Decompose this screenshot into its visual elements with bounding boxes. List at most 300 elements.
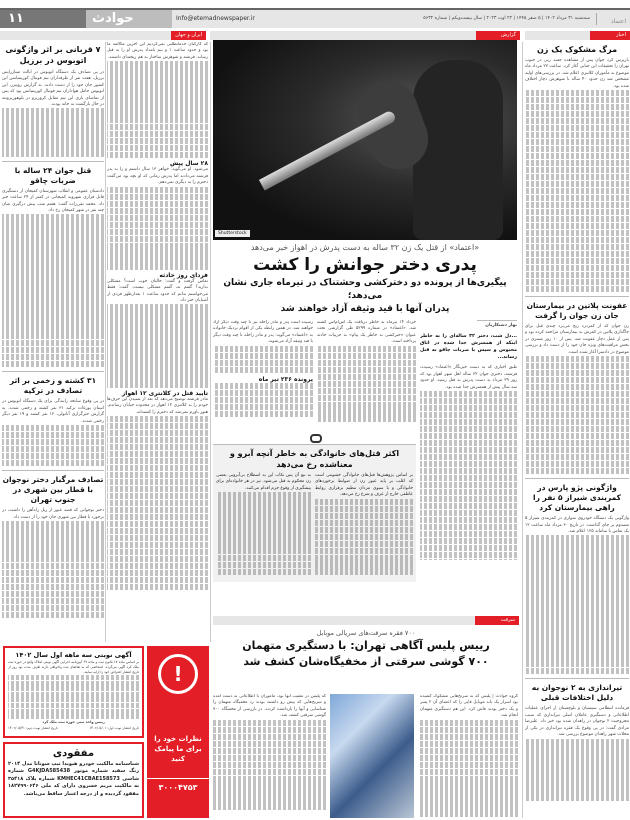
sms-text: نظرات خود را برای ما پیامک کنید [154, 735, 202, 763]
story-body: تماس گرفت و گفت: حالتان خوب است؟ مشکلی ندارید؟ گفتم نه، گفتم مشکلی نیست. گفت: فقط می‌خواستم بدانم که حدود ساعت ۱ بعدازظهر فردی از آشنایان خبر داد. [107, 278, 208, 304]
news-title: عفونت پلاتین در بیمارستان جان زن جوان را گرفت [526, 300, 628, 320]
text-line [2, 270, 104, 276]
text-line [317, 415, 416, 421]
text-line [107, 318, 208, 324]
text-line [525, 370, 629, 376]
text-line [107, 194, 208, 200]
sms-number[interactable]: ۳۰۰۰۴۷۵۳ [147, 778, 209, 792]
analysis-box [213, 444, 416, 582]
text-line [525, 237, 629, 243]
text-line [525, 542, 629, 548]
text-line [525, 146, 629, 152]
text-line [213, 748, 326, 754]
divider [477, 320, 517, 321]
text-line [107, 458, 208, 464]
text-line [420, 398, 517, 404]
text-line [525, 598, 629, 604]
text-line [315, 527, 413, 533]
notice-signature: رییس واحد ثبتی حوزه ثبت ملک کرد [42, 719, 105, 724]
text-line [525, 398, 629, 404]
text-line [2, 563, 104, 569]
story-body: مادر فرشته توضیح می‌دهد که بعد از شنیدن این حرف‌ها خودم را به کلانتری ۱۲ اهواز در محدوده خیابان رساندم. هنوز باورم نمی‌شد که دخترم را کشته‌اند. [107, 396, 208, 415]
lost-document-ad [3, 742, 144, 818]
text-line [317, 395, 416, 401]
text-line [525, 188, 629, 194]
text-line [213, 346, 313, 352]
text-line [107, 374, 208, 380]
text-line [525, 363, 629, 369]
text-line [525, 647, 629, 653]
text-line [213, 769, 326, 775]
text-line [525, 279, 629, 285]
text-line [107, 423, 208, 429]
article-body: دادستان عمومی و انقلاب شهرستان کمیجان از دستگیری قاتل فراری شهروند کمیجانی در کمتر از ۲۴ ساعت خبر داد. محمد تقی‌زاده گفت: هفتم شب پیش درگیری میان چند نفر در شهر کمیجان رخ داد. [2, 188, 104, 213]
main-body-text: طبق اخباری که به دست خبرنگار «اعتماد» رسیده، فرشته، دختری جوان ۳۲ ساله اهل شهر اهواز بود که روز ۲۹ مرداد به دست پدرش به قتل رسید. او حدود سه سال پیش از همسرش جدا شده بود. [420, 365, 517, 390]
text-line [525, 132, 629, 138]
text-line [420, 496, 517, 502]
text-line [525, 419, 629, 425]
story-subhead: فردای روز حادثه [159, 271, 208, 279]
text-line [2, 291, 104, 297]
text-line [213, 367, 313, 373]
newspaper-logo: اعتماد [596, 13, 626, 25]
text-line [107, 521, 208, 527]
label-bar-theft [213, 616, 519, 625]
news-title: تیراندازی به ۲ نوجوان به دلیل اختلافات قبلی [531, 683, 623, 703]
text-line [2, 333, 104, 339]
text-line [525, 440, 629, 446]
text-line [525, 626, 629, 632]
box-title: اکثر قتل‌های خانوادگی به خاطر آنچه آبرو و معناشده رخ می‌دهد [229, 449, 400, 469]
story-continuation-column [107, 42, 208, 642]
text-line [107, 381, 208, 387]
text-line [420, 789, 518, 795]
text-line [216, 492, 311, 498]
text-line [2, 528, 104, 534]
text-line [420, 475, 517, 481]
text-line [525, 104, 629, 110]
text-line [216, 562, 311, 568]
text-line [2, 298, 104, 304]
text-line [420, 803, 518, 809]
text-line [107, 360, 208, 366]
text-line [525, 447, 629, 453]
text-line [2, 235, 104, 241]
text-line [525, 216, 629, 222]
text-line [213, 353, 313, 359]
text-line [107, 152, 208, 158]
photo-figure [413, 60, 503, 240]
text-line [2, 570, 104, 576]
column-divider [522, 42, 523, 818]
text-line [525, 794, 629, 800]
text-line [525, 461, 629, 467]
text-line [107, 68, 208, 74]
text-line [420, 503, 517, 509]
text-line [420, 545, 517, 551]
text-line [525, 139, 629, 145]
main-subtitle-1: پیگیری‌ها از پرونده دو دخترکشی وحشتناک در تیرماه جاری نشان می‌دهد؛ [223, 278, 507, 301]
text-line [525, 391, 629, 397]
text-line [8, 703, 139, 708]
lost-title: مفقودی [52, 748, 95, 759]
text-line [213, 776, 326, 782]
text-line [107, 556, 208, 562]
news-title: مرگ مشکوک یک زن [536, 45, 618, 54]
text-line [315, 513, 413, 519]
text-line [107, 249, 208, 255]
legal-notice-ad [3, 646, 144, 738]
text-line [2, 354, 104, 360]
text-line [216, 499, 311, 505]
text-line [107, 339, 208, 345]
text-line [2, 439, 104, 445]
text-line [317, 353, 416, 359]
divider [525, 478, 629, 479]
bottom-title-2: ۷۰۰ گوشی سرقتی از مخفیگاه‌شان کشف شد [243, 655, 489, 668]
text-line [317, 381, 416, 387]
text-line [2, 577, 104, 583]
sms-feedback-panel [147, 646, 209, 818]
main-headline-block [213, 242, 517, 318]
text-line [107, 82, 208, 88]
text-line [420, 447, 517, 453]
text-line [525, 433, 629, 439]
text-line [2, 277, 104, 283]
label-bar-middle [210, 31, 520, 40]
text-line [2, 136, 104, 142]
notice-body: بر اساس ماده ۱۷ قانون ثبت و ماده ۶۹ آیین‌نامه اجرایی آگهی نوبتی املاک واقع در حوزه ثبت ملک کرد آگهی می‌گردد. اشخاصی که به تقاضای ثبت واخواهی دارند ظرف مدت نود روز از تاریخ انتشار اعتراض خود را ارایه نمایند. [8, 660, 139, 674]
text-line [107, 236, 208, 242]
text-line [107, 256, 208, 262]
text-line [107, 263, 208, 269]
text-line [216, 541, 311, 547]
text-line [525, 405, 629, 411]
text-line [213, 727, 326, 733]
story-subhead: تایید قتل در کلانتری ۱۲ اهواز [121, 389, 208, 397]
text-line [525, 759, 629, 765]
article-title: ۳۱ کشته و زخمی بر اثر تصادف در ترکیه [9, 376, 97, 396]
text-line [525, 118, 629, 124]
text-line [107, 208, 208, 214]
text-line [525, 251, 629, 257]
story-body: که کارکنان خدماتطلبی نمی‌کردیم این آخرین مکالمه ما بود و حدود ساعت ۱ و نیم بامداد پدرش او را به قتل رساند. فرشته و شوهرش ساختار به هم ریخته‌ای داشتند. [107, 42, 208, 60]
text-line [525, 766, 629, 772]
text-line [420, 538, 517, 544]
label-report: گزارش [476, 31, 520, 40]
text-line [2, 228, 104, 234]
text-line [107, 61, 208, 67]
text-line [107, 124, 208, 130]
text-line [525, 661, 629, 667]
text-line [420, 468, 517, 474]
text-line [525, 265, 629, 271]
bottom-body: که پلیس در تعقیب آنها بود، مأموران با اطلاعاتی به دست آمده و سرنخ‌هایی که پیش رو داشتند بودند رد مخفیگاه متهمان را شناسایی و آنها را بازداشت کردند. در بازرسی از مخفیگاه ۷۰۰ گوشی سرقتی کشف شد. [213, 694, 326, 719]
text-line [525, 412, 629, 418]
text-line [525, 535, 629, 541]
text-line [2, 542, 104, 548]
text-line [107, 472, 208, 478]
phones-photo [330, 694, 414, 818]
text-line [213, 397, 313, 403]
label-bar-right [525, 31, 630, 40]
text-line [213, 803, 326, 809]
text-line [525, 111, 629, 117]
text-line [420, 782, 518, 788]
text-line [213, 741, 326, 747]
text-line [2, 556, 104, 562]
news-body: بازپرس کرد جوان پس از مشاهده جسد زنی در جنوب تهران را تحقیقات این جنایی آغاز کرد. ساعت ۲۷ مرداد ماه موضوع به مأموران کلانتری اعلام شد. در بررسی‌های اولیه مشخص شد زن حدود ۴۰ ساله با شوهرش دچار اختلاف شده بود. [525, 58, 629, 89]
text-line [107, 500, 208, 506]
text-line [420, 412, 517, 418]
text-line [2, 214, 104, 220]
text-line [525, 739, 629, 745]
text-line [107, 311, 208, 317]
lead-paragraph: ...دل شب، دختر ۳۲ ساله‌ای را به خاطر اینکه از همسرش جدا شده در اتاق محبوس و سپس با ضربات چاقو به قتل رساند... [420, 334, 517, 361]
text-line [525, 209, 629, 215]
text-line [420, 762, 518, 768]
text-line [216, 513, 311, 519]
text-line [2, 122, 104, 128]
lost-body: شناسنامه مالکیت خودرو هیوندا تیپ سوناتا مدل ۲۰۱۴ رنگ سفید شماره موتور G4KJDA585438 شماره شاسی KMHEC41CBAE158573 شماره پلاک ۳۵۴۱۸ به مالکیت مریم خسروی دارای کد ملی ۱۸۲۷۹۹۰۶۴۶ مفقود گردیده و از درجه اعتبار ساقط می‌باشد. [8, 761, 139, 797]
text-line [525, 377, 629, 383]
text-line [420, 482, 517, 488]
text-line [525, 356, 629, 362]
text-line [525, 160, 629, 166]
text-line [2, 347, 104, 353]
text-line [213, 762, 326, 768]
article-title: تصادف مرگبار دختر نوجوان با قطار بین شهری در جنوب تهران [2, 475, 104, 505]
news-body: فرمانده انتظامی سیستان و بلوچستان از اجرای عملیات اطلاعاتی و دستگیری عاملان اصلی تیراندازی که سبب مجروحیت ۲ نوجوان در زاهدان شده بود خبر داد. علیرضا مرادی گفت: در پی وقوع یک فقره تیراندازی در یکی از محلات شهر زاهدان موضوع بررسی شد. [525, 706, 629, 738]
text-line [525, 258, 629, 264]
text-line [525, 773, 629, 779]
text-line [420, 524, 517, 530]
text-line [2, 263, 104, 269]
notice-title: آگهی نوبتی سه ماهه اول سال ۱۴۰۲ [15, 651, 132, 659]
text-line [2, 605, 104, 611]
text-line [107, 577, 208, 583]
text-line [8, 714, 139, 719]
text-line [216, 548, 311, 554]
text-line [107, 96, 208, 102]
text-line [2, 460, 104, 466]
section-title: حوادث [86, 10, 172, 28]
text-line [420, 405, 517, 411]
text-line [2, 150, 104, 156]
text-line [525, 97, 629, 103]
dateline-text: سه‌شنبه ۳۱ مرداد ۱۴۰۲ | ۵ صفر ۱۴۴۵ | ۲۲ اوت ۲۰۲۳ | سال بیست‌ویکم | شماره ۵۶۳۲ [423, 16, 590, 21]
text-line [216, 534, 311, 540]
text-line [107, 437, 208, 443]
text-line [420, 734, 518, 740]
text-line [420, 531, 517, 537]
text-line [2, 535, 104, 541]
box-body: به نبع آن پس تکاب این به اصطلاح بی‌آبرویی بعضی زن محکوم به قتل می‌شود. نیز در هر خانواده‌ای برای پیشگیری از وقوع جرم اقدام می‌کنند. [216, 473, 311, 491]
text-line [213, 360, 313, 366]
text-line [213, 734, 326, 740]
divider [2, 470, 104, 471]
text-line [315, 548, 413, 554]
text-line [2, 129, 104, 135]
text-line [2, 521, 104, 527]
text-line [107, 110, 208, 116]
story-subhead: ۲۸ سال پیش [169, 160, 208, 168]
bottom-headline-block [213, 628, 519, 692]
divider [2, 371, 104, 372]
text-line [107, 75, 208, 81]
main-photo [213, 40, 517, 240]
text-line [107, 570, 208, 576]
text-line [107, 486, 208, 492]
text-line [420, 489, 517, 495]
text-line [107, 353, 208, 359]
text-line [2, 425, 104, 431]
notice-date-2: تاریخ انتشار نوبت دوم: ۱۴۰۲/۰۵/۳۱ [8, 725, 58, 730]
text-line [107, 430, 208, 436]
article-title: قتل جوان ۲۴ ساله با ضربات چاقو [14, 165, 92, 185]
text-line [216, 555, 311, 561]
text-line [420, 769, 518, 775]
text-line [2, 221, 104, 227]
text-line [525, 584, 629, 590]
text-line [525, 787, 629, 793]
text-line [213, 789, 326, 795]
text-line [317, 388, 416, 394]
text-line [2, 361, 104, 367]
bottom-body: گروه حوادث | پلیس که به سرنخ‌هایی مشکوک کشیده بود اسرار یک باند موبایل قاپی را که اعضای آن ۲ پسر و یک دختر بودند فاش کرد. این هم دستگیری متهمان انجام شد. [420, 694, 518, 719]
bottom-kicker: ۷۰۰ فقره سرقت‌های سریالی موبایل [316, 629, 416, 637]
text-line [525, 752, 629, 758]
text-line [420, 391, 517, 397]
text-line [315, 499, 413, 505]
text-line [525, 384, 629, 390]
text-line [525, 202, 629, 208]
text-line [525, 640, 629, 646]
text-line [2, 446, 104, 452]
text-line [2, 584, 104, 590]
text-line [317, 367, 416, 373]
dateline [272, 10, 630, 28]
text-line [2, 340, 104, 346]
article-title: ۷ قربانی بر اثر واژگونی اتوبوس در برزیل [5, 45, 101, 65]
article-body: در پی تصادف یک دستگاه اتوبوس در ایالت میناژرایس برزیل، هفت نفر از طرفداران تیم فوتبال کورینتیانس این کشور جان خود را از دست دادند. به گزارش رویترز، این اتوبوس حامل هواداران تیم فوتبال کورینتیانس بود که پس از تماشای بازی این تیم مقابل کروزیرو در بلوهوریزونته در حال بازگشت به خانه بودند. [2, 70, 104, 108]
text-line [315, 555, 413, 561]
text-line [2, 108, 104, 114]
text-line [2, 249, 104, 255]
text-line [317, 346, 416, 352]
text-line [315, 534, 413, 540]
text-line [420, 426, 517, 432]
text-line [420, 796, 518, 802]
text-line [420, 755, 518, 761]
text-line [420, 741, 518, 747]
text-line [2, 242, 104, 248]
text-line [8, 686, 139, 691]
text-line [420, 810, 518, 816]
text-line [107, 332, 208, 338]
text-line [2, 453, 104, 459]
text-line [525, 125, 629, 131]
text-line [8, 681, 139, 686]
text-line [107, 367, 208, 373]
text-line [216, 569, 311, 575]
text-line [107, 304, 208, 310]
text-line [525, 549, 629, 555]
email-link[interactable]: Info@etemadnewspaper.ir [172, 10, 272, 28]
news-title: واژگونی پژو پارس در کمربندی شیراز ۵ نفر را راهی بیمارستان کرد [533, 483, 621, 513]
text-line [107, 542, 208, 548]
text-line [2, 432, 104, 438]
text-line [107, 89, 208, 95]
news-body: واژگونی یک دستگاه خودروی سواری در کمربندی شیراز ۵ مصدوم بر جای گذاشت. در تاریخ ۳۰ مرداد ماه ساعت ۱۲ یک تماس با سامانه ۱۲۵ اعلام شد. [525, 516, 629, 534]
label-theft: سرقت [475, 616, 519, 625]
text-line [107, 138, 208, 144]
text-line [213, 411, 313, 417]
text-line [213, 404, 313, 410]
text-line [315, 568, 413, 574]
main-body-left [213, 320, 313, 430]
main-body-middle [317, 320, 416, 430]
divider [2, 161, 104, 162]
text-line [525, 426, 629, 432]
text-line [420, 440, 517, 446]
text-line [525, 244, 629, 250]
text-line [107, 145, 208, 151]
text-line [213, 720, 326, 726]
bottom-title-1: رییس پلیس آگاهی تهران: با دستگیری متهمان [242, 639, 490, 652]
text-line [107, 201, 208, 207]
text-line [525, 195, 629, 201]
text-line [525, 605, 629, 611]
text-line [107, 131, 208, 137]
text-line [107, 103, 208, 109]
text-line [2, 305, 104, 311]
text-line [317, 408, 416, 414]
news-body: زن جوان که از کمردرد رنج می‌برد چندی قبل برای جاگذاری پلاتین در کمرش به بیمارستان مراجعه کرده بود و پس از عمل دچار عفونت شد. پس از ۱۰ روز بستری در بخش مراقبت‌های ویژه جان خود را از دست داد و بررسی موضوع در دادسرا آغاز شده است. [525, 323, 629, 355]
text-line [2, 256, 104, 262]
text-line [317, 360, 416, 366]
main-subhead: پرونده ۲۳۶ تیر ماه [258, 375, 313, 383]
text-line [525, 577, 629, 583]
text-line [420, 461, 517, 467]
page-number: ۱۱ [0, 10, 86, 28]
divider [525, 678, 629, 679]
photo-credit: Shutterstock [215, 230, 250, 237]
text-line [525, 612, 629, 618]
bottom-body-left [213, 694, 326, 818]
text-line [525, 153, 629, 159]
main-body-text: رسیده است پدر و مادر راحله نیز تا چند وقت دیگر آزاد خواهند شد. در همین رابطه یکی از اقوام نزدیک خانواده به «اعتماد» می‌گوید: پدر و مادر راحله تا چند وقت دیگر با قید وثیقه آزاد می‌شوند. [213, 320, 313, 345]
text-line [216, 506, 311, 512]
story-body: می‌شود. او می‌گوید: خواهر ۱۳ سال داشتم و را به پدر فرشته می‌دادند اما پدرش زمانی که او بچه بود می‌گفت دخترم را به دیگری نمی‌دهم. [107, 167, 208, 186]
article-body: در پی وقوع سانحه رانندگی برای یک دستگاه اتوبوس در استان یوزغات ترکیه ۳۱ نفر کشته و زخمی شدند. به گزارش خبرگزاری آناتولی، ۱۲ نفر کشته و ۱۹ نفر دیگر زخمی شدند. [2, 399, 104, 424]
text-line [2, 312, 104, 318]
text-line [8, 692, 139, 697]
text-line [107, 117, 208, 123]
main-body-right [420, 320, 517, 560]
text-line [107, 514, 208, 520]
text-line [2, 284, 104, 290]
text-line [525, 654, 629, 660]
text-line [420, 748, 518, 754]
label-news: اخبار [590, 31, 630, 40]
text-line [213, 390, 313, 396]
text-line [213, 796, 326, 802]
text-line [420, 552, 517, 558]
byline: بهار دشتکاریان [485, 323, 517, 328]
text-line [107, 416, 208, 422]
main-subtitle-2: پدران آنها با قید وثیقه آزاد خواهند شد [280, 304, 450, 314]
